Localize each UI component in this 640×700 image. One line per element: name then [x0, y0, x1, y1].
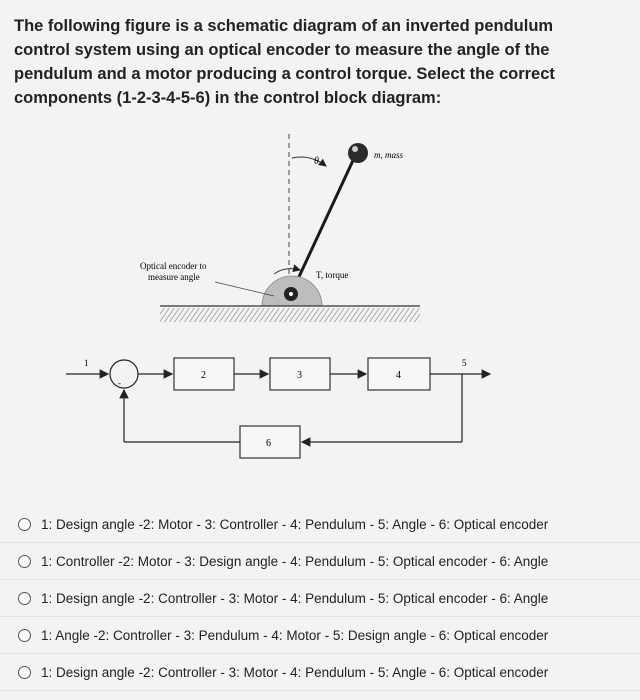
question-text: The following figure is a schematic diagram of an inverted pendulum control system using an optical encoder to measure the angle of the pendulum and a motor producing a control torque. Select the correct components (1-2-3-4-5-6) in the control block diagram:	[14, 17, 555, 107]
option-label: 1: Design angle -2: Controller - 3: Motor - 4: Pendulum - 5: Angle - 6: Optical encoder	[41, 664, 549, 680]
option-label: 1: Angle -2: Controller - 3: Pendulum - 4: Motor - 5: Design angle - 6: Optical encoder	[41, 627, 549, 643]
encoder-label-2: measure angle	[148, 272, 200, 282]
option-2[interactable]	[0, 543, 640, 580]
option-label: 1: Design angle -2: Controller - 3: Motor - 4: Pendulum - 5: Optical encoder - 6: Angle	[41, 590, 549, 606]
encoder-label-1: Optical encoder to	[140, 261, 207, 271]
theta-arc	[292, 157, 326, 166]
minus-sign: -	[118, 378, 121, 388]
block-6-label: 6	[266, 438, 271, 449]
output-label: 5	[462, 358, 467, 368]
pendulum-mass	[348, 143, 368, 163]
option-1[interactable]	[0, 506, 640, 543]
theta-label: θ	[314, 156, 319, 167]
radio-icon[interactable]	[18, 592, 31, 605]
torque-arc	[274, 269, 300, 274]
summing-junction	[110, 360, 138, 388]
pendulum-figure	[0, 128, 640, 468]
mass-label: m, mass	[374, 150, 404, 160]
radio-icon[interactable]	[18, 555, 31, 568]
torque-label: T, torque	[316, 270, 349, 280]
option-label: 1: Design angle -2: Motor - 3: Controller - 4: Pendulum - 5: Angle - 6: Optical encoder	[41, 516, 549, 532]
radio-icon[interactable]	[18, 629, 31, 642]
schematic-diagram	[0, 128, 640, 468]
radio-icon[interactable]	[18, 518, 31, 531]
option-label: 1: Controller -2: Motor - 3: Design angle - 4: Pendulum - 5: Optical encoder - 6: Angle	[41, 553, 549, 569]
encoder-leader	[215, 282, 274, 296]
option-4[interactable]	[0, 617, 640, 654]
input-label: 1	[84, 358, 89, 368]
option-3[interactable]	[0, 580, 640, 617]
radio-icon[interactable]	[18, 666, 31, 679]
answer-options	[0, 506, 640, 691]
ground-hatch	[160, 308, 420, 322]
block-4-label: 4	[396, 370, 401, 381]
block-2-label: 2	[201, 370, 206, 381]
option-5[interactable]	[0, 654, 640, 691]
block-3-label: 3	[297, 370, 302, 381]
